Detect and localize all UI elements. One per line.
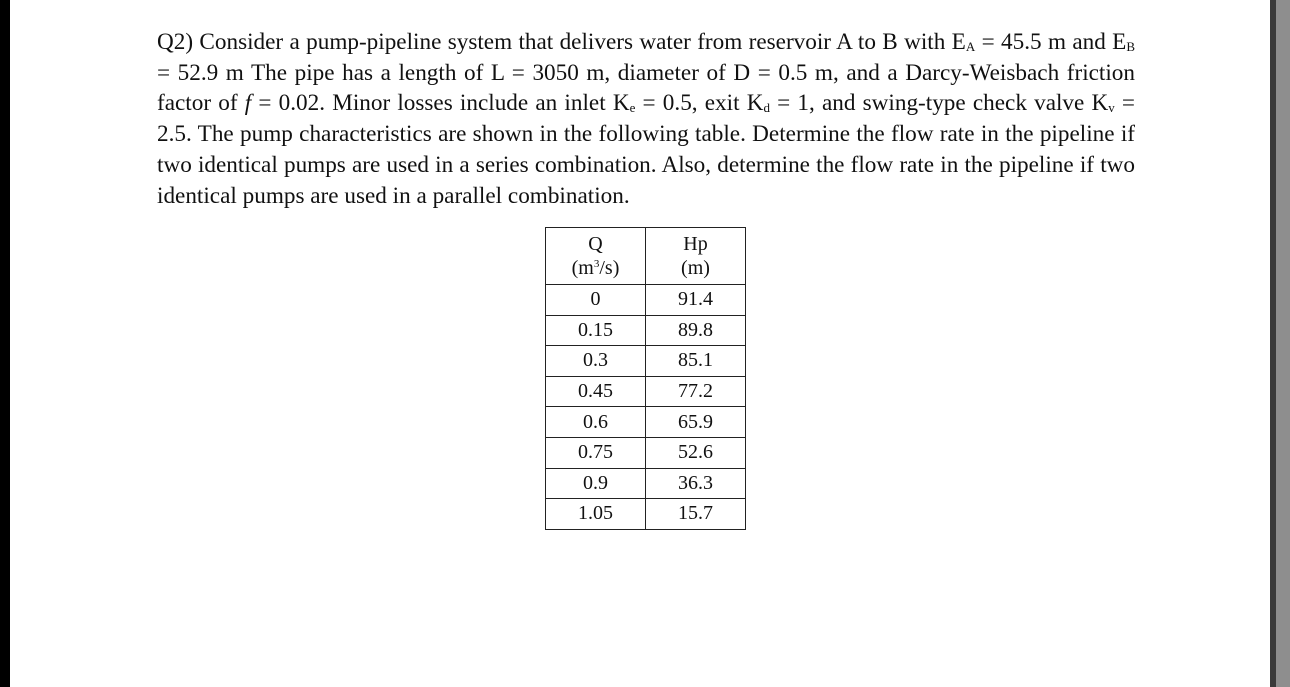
cell-q: 0	[546, 285, 646, 316]
cell-q: 0.3	[546, 346, 646, 377]
table-header-row	[546, 228, 746, 285]
table-row	[546, 315, 746, 346]
cell-hp: 91.4	[646, 285, 746, 316]
cell-q: 0.15	[546, 315, 646, 346]
table-row	[546, 285, 746, 316]
table-row	[546, 376, 746, 407]
subscript-e: e	[629, 100, 636, 116]
cell-hp: 89.8	[646, 315, 746, 346]
pump-characteristics-table	[545, 227, 746, 530]
cell-q: 0.45	[546, 376, 646, 407]
cell-q: 0.6	[546, 407, 646, 438]
document-page	[10, 0, 1270, 687]
table-row	[546, 468, 746, 499]
subscript-d: d	[763, 100, 770, 116]
cell-hp: 77.2	[646, 376, 746, 407]
cell-q: 0.75	[546, 437, 646, 468]
table-row	[546, 499, 746, 530]
table-row	[546, 407, 746, 438]
cell-hp: 85.1	[646, 346, 746, 377]
question-label: Q2)	[157, 29, 194, 55]
subscript-v: v	[1108, 100, 1115, 116]
cell-hp: 52.6	[646, 437, 746, 468]
table-row	[546, 437, 746, 468]
cell-q: 0.9	[546, 468, 646, 499]
scrollbar-track[interactable]	[1276, 0, 1290, 687]
cell-hp: 65.9	[646, 407, 746, 438]
friction-factor-symbol: f	[244, 90, 252, 117]
cell-hp: 36.3	[646, 468, 746, 499]
cell-q: 1.05	[546, 499, 646, 530]
subscript-b: B	[1126, 39, 1135, 54]
question-text: Q2) Consider a pump-pipeline system that delivers water from reservoir A to B with $E_A = 45.5$ m and $E_B = 52.9$ m The pipe has a length of L = 3050 m, diameter of D = 0.5 m, and a Darcy-Weisbach friction factor of f = 0.02. Minor losses include an inlet $K_e = 0.5$, exit $K_d = 1$, and swing-type check valve $K_v = 2.5$. The pump characteristics are shown in the following table. Determine the flow rate in the pipeline if two identical pumps are used in a series combination. Also, determine the flow rate in the pipeline if two identical pumps are used in a parallel combination.	[157, 29, 1136, 209]
table-row	[546, 346, 746, 377]
column-header-hp: Hp (m)	[646, 228, 746, 285]
column-header-q: Q $(m^3/s)$	[546, 228, 646, 285]
subscript-a: A	[965, 39, 976, 54]
cell-hp: 15.7	[646, 499, 746, 530]
